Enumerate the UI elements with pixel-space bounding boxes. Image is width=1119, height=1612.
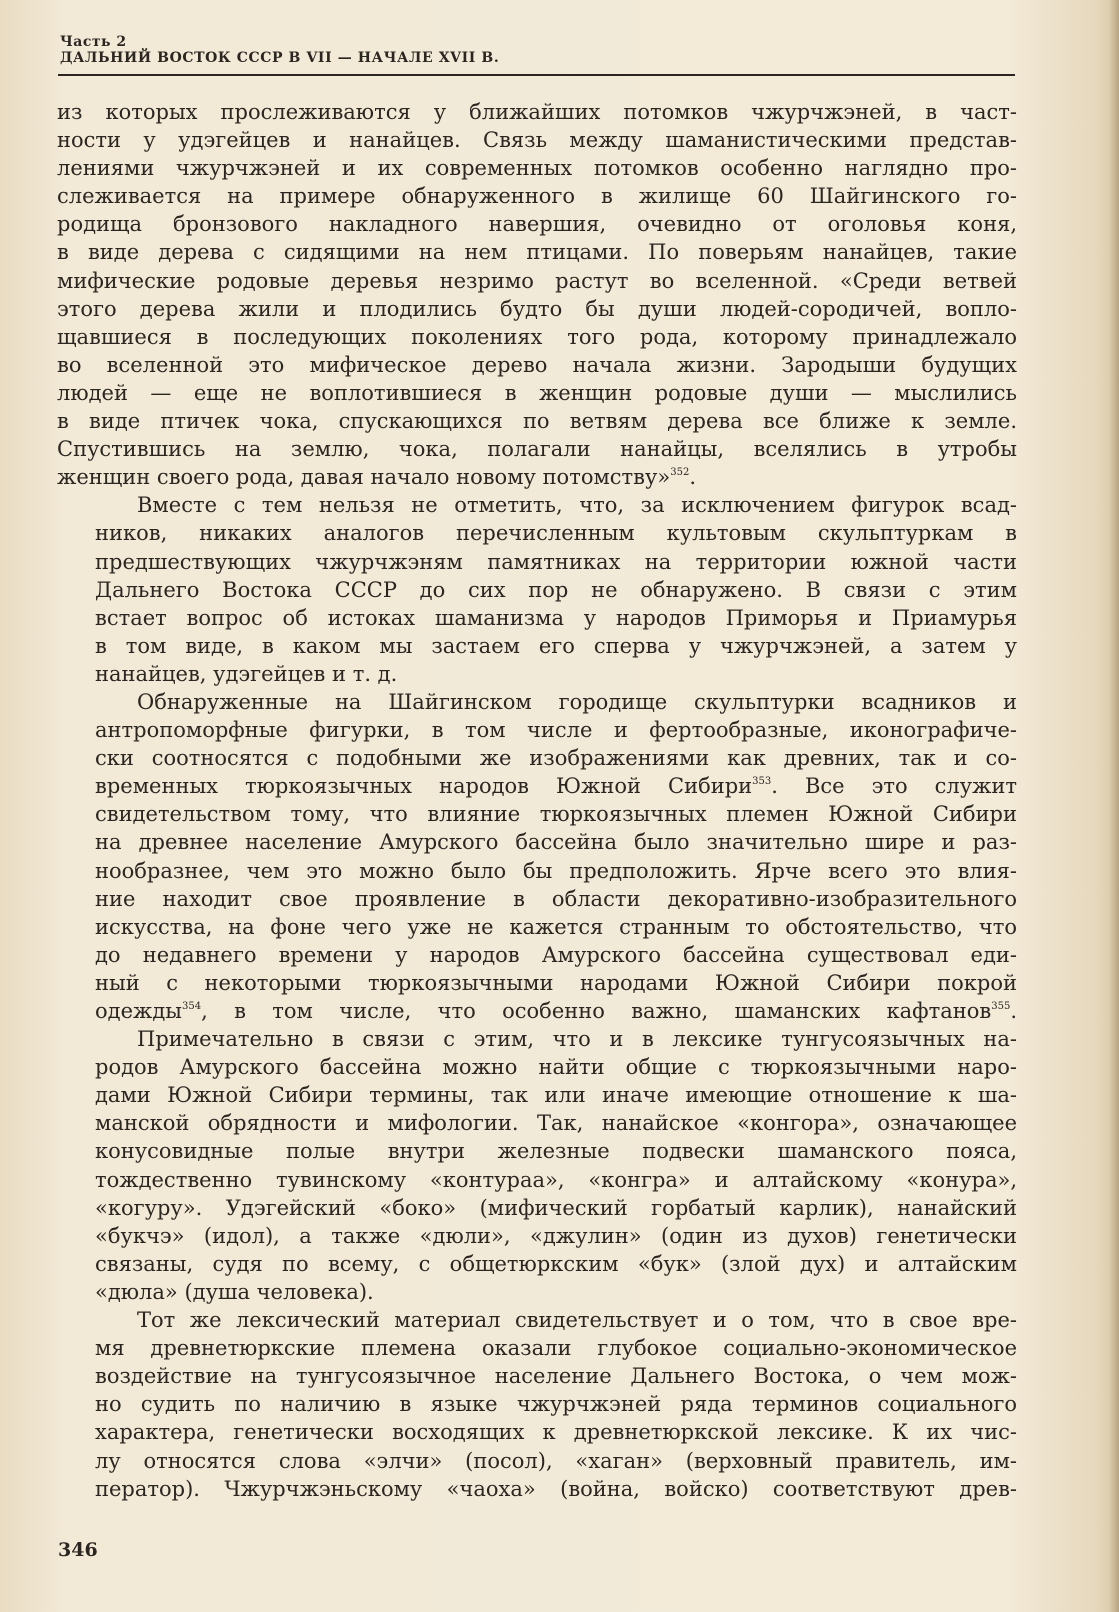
running-head-title: ДАЛЬНИЙ ВОСТОК СССР В VII — НАЧАЛЕ XVII В. xyxy=(60,50,500,66)
text-line xyxy=(57,997,1017,1025)
text-line: на древнее население Амурского бассейна было значительно шире и раз- xyxy=(95,830,1017,855)
text-line: во вселенной это мифическое дерево начала жизни. Зародыши будущих xyxy=(57,352,1017,377)
text-line: слеживается на примере обнаруженного в жилище 60 Шайгинского го- xyxy=(57,184,1017,209)
body-text xyxy=(57,98,1017,1503)
text-line: лениями чжурчжэней и их современных потомков особенно наглядно про- xyxy=(57,156,1017,181)
text-line xyxy=(57,772,1017,800)
text-line: искусства, на фоне чего уже не кажется странным то обстоятельство, что xyxy=(95,914,1017,939)
text-line: Примечательно в связи с этим, что и в лексике тунгусоязычных на- xyxy=(137,1027,1017,1052)
text-line xyxy=(57,463,1017,491)
page-number: 346 xyxy=(58,1539,98,1561)
text-line: связаны, судя по всему, с общетюркским «бук» (злой дух) и алтайским xyxy=(95,1251,1017,1276)
footnote-ref[interactable]: 352 xyxy=(670,467,690,479)
footnote-ref[interactable]: 355 xyxy=(991,1001,1011,1012)
text-line: до недавнего времени у народов Амурского бассейна существовал еди- xyxy=(95,942,1017,967)
text-line: родища бронзового накладного навершия, очевидно от оголовья коня, xyxy=(57,212,1017,237)
footnote-ref[interactable]: 354 xyxy=(181,1001,202,1012)
running-head xyxy=(60,34,1015,67)
text-line: в виде дерева с сидящими на нем птицами. По поверьям нанайцев, такие xyxy=(57,240,1017,265)
running-head-part: Часть 2 xyxy=(60,34,127,50)
text-line: тождественно тувинскому «контураа», «конгра» и алтайскому «конура», xyxy=(95,1167,1017,1192)
text-line: Обнаруженные на Шайгинском городище скульптурки всадников и xyxy=(137,689,1017,714)
footnote-ref[interactable]: 353 xyxy=(752,776,772,788)
text-line: ние находит свое проявление в области декоративно-изобразительного xyxy=(95,886,1017,911)
text-line: мифические родовые деревья незримо растут во вселенной. «Среди ветвей xyxy=(57,268,1017,293)
text-line: конусовидные полые внутри железные подвески шаманского пояса, xyxy=(95,1139,1017,1164)
text-line: щавшиеся в последующих поколениях того рода, которому принадлежало xyxy=(57,324,1017,349)
text-line: нообразнее, чем это можно было бы предположить. Ярче всего это влия- xyxy=(95,858,1017,883)
text-line: манской обрядности и мифологии. Так, нанайское «конгора», означающее xyxy=(95,1111,1017,1136)
text-line: характера, генетически восходящих к древнетюркской лексике. К их чис- xyxy=(95,1420,1017,1445)
paragraph-2 xyxy=(57,491,1017,688)
text-line: нанайцев, удэгейцев и т. д. xyxy=(95,661,398,686)
text-fragment: . Все это служит xyxy=(771,774,1017,799)
text-line: этого дерева жили и плодились будто бы души людей-сородичей, вопло- xyxy=(57,296,1017,321)
text-line: но судить по наличию в языке чжурчжэней ряда терминов социального xyxy=(95,1392,1017,1417)
text-line: антропоморфные фигурки, в том числе и фертообразные, иконографиче- xyxy=(95,718,1017,743)
text-line: ности у удэгейцев и нанайцев. Связь между шаманистическими представ- xyxy=(57,128,1017,153)
text-line: Вместе с тем нельзя не отметить, что, за исключением фигурок всад- xyxy=(137,493,1017,518)
paragraph-1 xyxy=(57,98,1017,491)
text-line: ски соотносятся с подобными же изображениями как древних, так и со- xyxy=(95,746,1017,771)
header-rule xyxy=(58,74,1015,76)
text-line: в виде птичек чока, спускающихся по ветвям дерева все ближе к земле. xyxy=(57,409,1017,434)
text-line: Тот же лексический материал свидетельствует и о том, что в свое вре- xyxy=(137,1308,1017,1333)
text-fragment: , в том числе, что особенно важно, шаманских кафтанов xyxy=(201,999,992,1023)
text-line: Дальнего Востока СССР до сих пор не обнаружено. В связи с этим xyxy=(95,577,1017,602)
text-line: ператор). Чжурчжэньскому «чаоха» (война, войско) соответствуют древ- xyxy=(95,1476,1017,1501)
text-line: встает вопрос об истоках шаманизма у народов Приморья и Приамурья xyxy=(95,605,1017,630)
text-fragment: одежды xyxy=(95,999,182,1023)
text-fragment: временных тюркоязычных народов Южной Сибири xyxy=(95,774,753,799)
text-line: мя древнетюркские племена оказали глубокое социально-экономическое xyxy=(95,1336,1017,1361)
text-fragment: . xyxy=(689,465,696,490)
paragraph-4 xyxy=(57,1025,1017,1306)
text-line: воздействие на тунгусоязычное население Дальнего Востока, о чем мож- xyxy=(95,1364,1017,1389)
text-line: Спустившись на землю, чока, полагали нанайцы, вселялись в утробы xyxy=(57,437,1017,462)
text-line: «букчэ» (идол), а также «дюли», «джулин» (один из духов) генетически xyxy=(95,1223,1017,1248)
text-line: родов Амурского бассейна можно найти общие с тюркоязычными наро- xyxy=(95,1055,1017,1080)
text-line: свидетельством тому, что влияние тюркоязычных племен Южной Сибири xyxy=(95,802,1017,827)
text-line: дами Южной Сибири термины, так или иначе имеющие отношение к ша- xyxy=(95,1083,1017,1108)
text-line: в том виде, в каком мы застаем его сперва у чжурчжэней, а затем у xyxy=(95,633,1017,658)
text-line: предшествующих чжурчжэням памятниках на территории южной части xyxy=(95,549,1017,574)
paragraph-3 xyxy=(57,688,1017,1025)
paragraph-5 xyxy=(57,1306,1017,1503)
text-line: ный с некоторыми тюркоязычными народами Южной Сибири покрой xyxy=(95,970,1017,995)
text-line: «дюла» (душа человека). xyxy=(95,1279,374,1304)
text-line: людей — еще не воплотившиеся в женщин родовые души — мыслились xyxy=(57,380,1017,405)
page-edge-shadow xyxy=(1109,0,1119,1612)
text-fragment: женщин своего рода, давая начало новому потомству» xyxy=(57,465,671,490)
text-fragment: . xyxy=(1010,999,1017,1023)
text-line: лу относятся слова «элчи» (посол), «хаган» (верховный правитель, им- xyxy=(95,1448,1017,1473)
text-line: ников, никаких аналогов перечисленным культовым скульптуркам в xyxy=(95,521,1017,546)
text-line: из которых прослеживаются у ближайших потомков чжурчжэней, в част- xyxy=(57,100,1017,124)
text-line: «когуру». Удэгейский «боко» (мифический горбатый карлик), нанайский xyxy=(95,1195,1017,1220)
